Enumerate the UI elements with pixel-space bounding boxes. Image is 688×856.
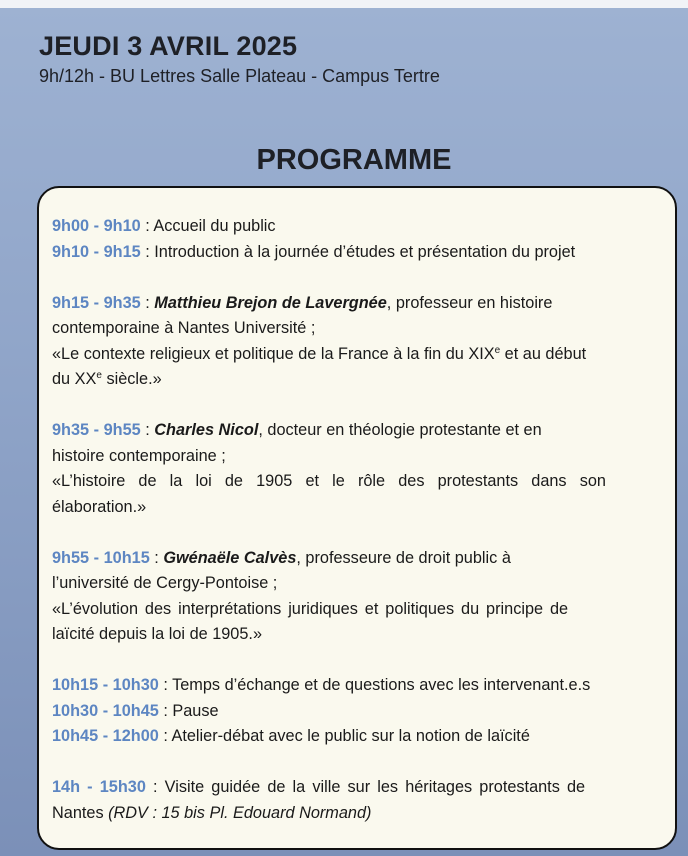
item-text-cont: Nantes bbox=[52, 803, 109, 822]
item-time: 9h15 - 9h35 bbox=[52, 293, 141, 312]
top-border bbox=[0, 0, 688, 8]
item-talk1: 9h15 - 9h35 : Matthieu Brejon de Lavergnée, professeur en histoire contemporaine à Nantes Université ; «Le contexte religieux et politique de la France à la fin du XIXe et au début du XXe siècle.» bbox=[52, 291, 662, 393]
talk-title: «L’évolution des interprétations juridiques et politiques du principe de bbox=[52, 599, 569, 618]
item-time: 9h55 - 10h15 bbox=[52, 548, 150, 567]
talk-title-cont: élaboration.» bbox=[52, 497, 147, 516]
item-time: 14h - 15h30 bbox=[52, 778, 146, 796]
item-time: 9h10 - 9h15 bbox=[52, 242, 141, 261]
talk-title-cont: du XXe siècle.» bbox=[52, 370, 162, 388]
event-location: 9h/12h - BU Lettres Salle Plateau - Campus Tertre bbox=[39, 66, 440, 86]
speaker-role-cont: l’université de Cergy-Pontoise ; bbox=[52, 574, 278, 592]
item-accueil bbox=[52, 214, 662, 240]
item-text: : Temps d’échange et de questions avec les intervenant.e.s bbox=[163, 676, 591, 694]
rdv-note: (RDV : 15 bis Pl. Edouard Normand) bbox=[108, 803, 372, 822]
speaker-name: Matthieu Brejon de Lavergnée bbox=[154, 293, 387, 312]
item-time: 9h35 - 9h55 bbox=[52, 421, 141, 439]
item-visit bbox=[52, 775, 662, 826]
item-talk2: 9h35 - 9h55 : Charles Nicol, docteur en théologie protestante et en histoire contemporaine ; «L’histoire de la loi de 1905 et le rôle des protestants dans son élaboration.» bbox=[52, 418, 662, 520]
item-intro bbox=[52, 240, 662, 266]
speaker-name: Charles Nicol bbox=[154, 421, 259, 439]
item-time: 10h45 - 12h00 bbox=[52, 727, 159, 745]
item-text: : Pause bbox=[163, 701, 219, 720]
item-debate bbox=[52, 724, 662, 750]
speaker-role: , docteur en théologie protestante et en bbox=[258, 421, 542, 439]
talk-title: «L’histoire de la loi de 1905 et le rôle des protestants dans son bbox=[52, 472, 606, 490]
item-text: : Visite guidée de la ville sur les héritages protestants de bbox=[153, 778, 586, 796]
programme-title: PROGRAMME bbox=[256, 144, 452, 176]
item-talk3: 9h55 - 10h15 : Gwénaële Calvès, professeure de droit public à l’université de Cergy-Pontoise ; «L’évolution des interprétations juridiques et politiques du principe de laïcité depuis la loi de 1905.» bbox=[52, 546, 662, 648]
item-text: : Introduction à la journée d’études et présentation du projet bbox=[145, 242, 576, 261]
item-time: 9h00 - 9h10 bbox=[52, 217, 141, 235]
speaker-role-cont: contemporaine à Nantes Université ; bbox=[52, 319, 316, 337]
item-exchange bbox=[52, 673, 662, 699]
item-text: : Atelier-débat avec le public sur la notion de laïcité bbox=[163, 727, 530, 745]
item-time: 10h15 - 10h30 bbox=[52, 676, 159, 694]
item-time: 10h30 - 10h45 bbox=[52, 701, 159, 720]
talk-title-cont: laïcité depuis la loi de 1905.» bbox=[52, 625, 262, 643]
item-text: : Accueil du public bbox=[145, 217, 276, 235]
speaker-name: Gwénaële Calvès bbox=[163, 548, 297, 567]
event-date: JEUDI 3 AVRIL 2025 bbox=[39, 31, 298, 61]
speaker-role: , professeur en histoire bbox=[386, 293, 553, 312]
speaker-role-cont: histoire contemporaine ; bbox=[52, 446, 226, 465]
talk-title: «Le contexte religieux et politique de la France à la fin du XIXe et au début bbox=[52, 344, 587, 363]
programme-box bbox=[37, 186, 677, 850]
item-pause bbox=[52, 699, 662, 725]
speaker-role: , professeure de droit public à bbox=[296, 548, 511, 567]
